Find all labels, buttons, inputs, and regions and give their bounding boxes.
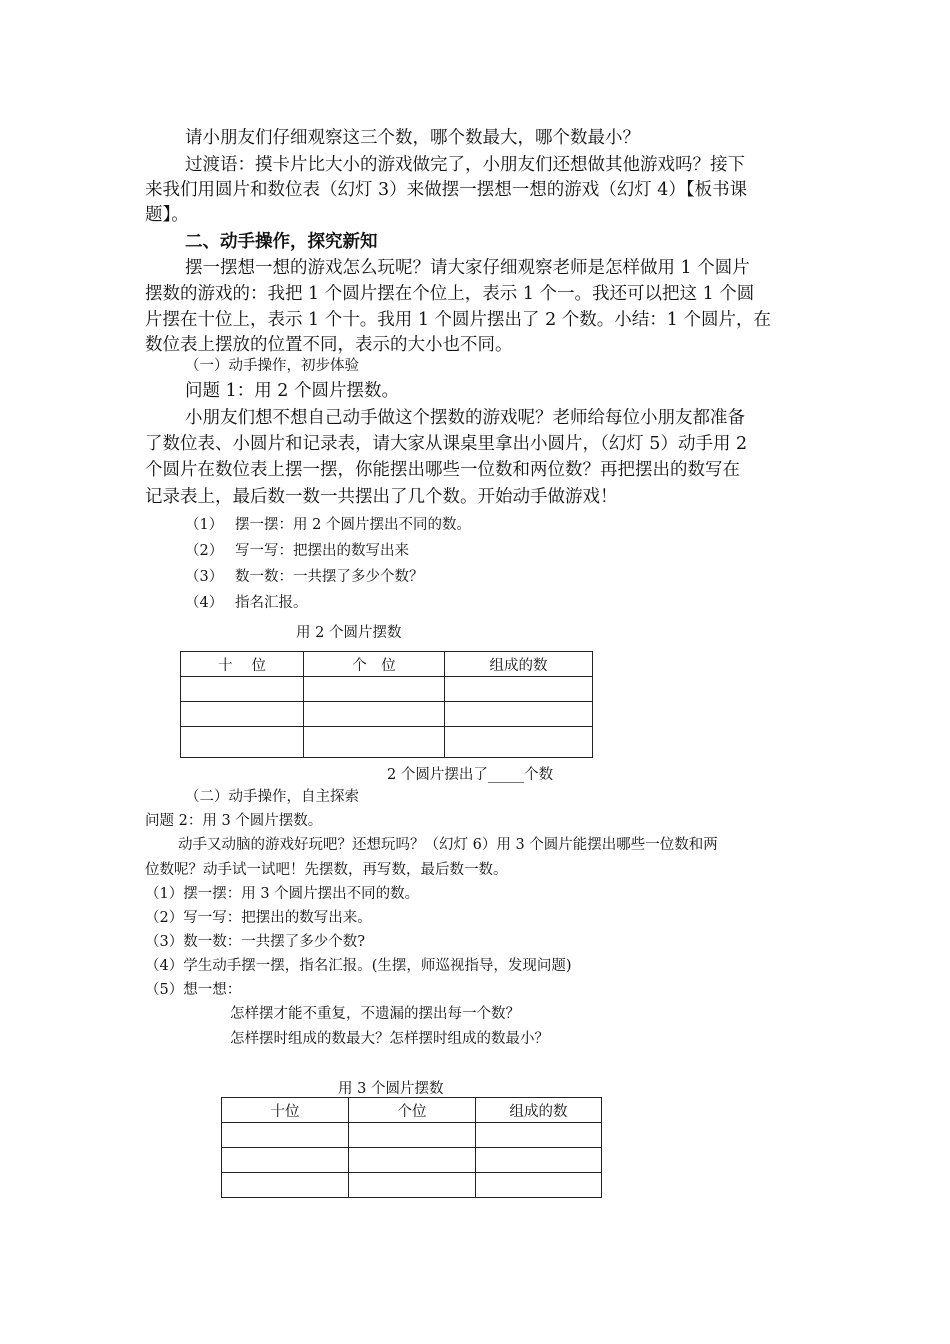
table-cell[interactable]: [349, 1123, 476, 1148]
table-header-cell: 个位: [349, 1098, 476, 1123]
step-number: （1）: [185, 517, 224, 533]
table-cell[interactable]: [181, 677, 304, 702]
step-line: （4）学生动手摆一摆，指名汇报。(生摆，师巡视指导，发现问题): [145, 958, 572, 974]
paragraph-line: 过渡语：摸卡片比大小的游戏做完了，小朋友们还想做其他游戏吗？接下: [185, 155, 745, 175]
table-cell[interactable]: [304, 702, 445, 727]
subsection-heading: （二）动手操作，自主探索: [185, 789, 359, 805]
paragraph-line: 位数呢？动手试一试吧！先摆数，再写数，最后数一数。: [145, 862, 508, 878]
table-cell[interactable]: [304, 727, 445, 758]
subsection-heading: （一）动手操作，初步体验: [185, 358, 359, 374]
paragraph-line: 摆数的游戏的：我把 1 个圆片摆在个位上，表示 1 个一。我还可以把这 1 个圆: [145, 284, 755, 304]
paragraph-line: 了数位表、小圆片和记录表，请大家从课桌里拿出小圆片，（幻灯 5）动手用 2: [145, 434, 748, 454]
paragraph-line: 摆一摆想一想的游戏怎么玩呢？请大家仔细观察老师是怎样做用 1 个圆片: [185, 258, 750, 278]
table-cell[interactable]: [349, 1173, 476, 1198]
table-row: [181, 677, 593, 702]
table-cell[interactable]: [349, 1148, 476, 1173]
table-cell[interactable]: [445, 702, 593, 727]
record-table-two-discs: [180, 651, 593, 758]
table-cell[interactable]: [476, 1148, 602, 1173]
paragraph-line: 小朋友们想不想自己动手做这个摆数的游戏呢？老师给每位小朋友都准备: [185, 408, 745, 428]
paragraph-line: 请小朋友们仔细观察这三个数，哪个数最大，哪个数最小？: [185, 128, 640, 148]
step-line: （3）数一数：一共摆了多少个数?: [145, 934, 365, 950]
paragraph-line: 数位表上摆放的位置不同，表示的大小也不同。: [145, 335, 513, 355]
table-header-cell: 个 位: [304, 652, 445, 677]
table-cell[interactable]: [445, 677, 593, 702]
step-number: （3）: [185, 569, 224, 585]
table-cell[interactable]: [222, 1148, 349, 1173]
think-line: 怎样摆时组成的数最大？怎样摆时组成的数最小？: [230, 1031, 549, 1047]
table-header-row: [181, 652, 593, 677]
table-row: [222, 1148, 602, 1173]
table-cell[interactable]: [222, 1123, 349, 1148]
step-text: 写一写：把摆出的数写出来: [235, 543, 409, 559]
table-header-cell: 十 位: [181, 652, 304, 677]
step-line: （5）想一想：: [145, 982, 242, 998]
step-text: 数一数：一共摆了多少个数？: [235, 569, 424, 585]
step-line: （1）摆一摆：用 3 个圆片摆出不同的数。: [145, 886, 420, 902]
section-heading: 二、动手操作，探究新知: [185, 232, 378, 252]
paragraph-line: 个圆片在数位表上摆一摆，你能摆出哪些一位数和两位数？再把摆出的数写在: [145, 460, 740, 480]
table-row: [222, 1173, 602, 1198]
paragraph-line: 题】。: [145, 205, 189, 225]
record-table-three-discs: [221, 1097, 602, 1198]
paragraph-line: 片摆在十位上，表示 1 个十。我用 1 个圆片摆出了 2 个数。小结：1 个圆片，在: [145, 310, 771, 330]
question-line: 问题 2：用 3 个圆片摆数。: [145, 813, 323, 829]
paragraph-line: 来我们用圆片和数位表（幻灯 3）来做摆一摆想一想的游戏（幻灯 4）【板书课: [145, 180, 748, 200]
think-line: 怎样摆才能不重复，不遗漏的摆出每一个数？: [230, 1006, 520, 1022]
question-line: 问题 1：用 2 个圆片摆数。: [185, 381, 399, 401]
table-cell[interactable]: [181, 702, 304, 727]
step-line: （2）写一写：把摆出的数写出来。: [145, 910, 372, 926]
table-caption: 用 2 个圆片摆数: [296, 625, 402, 641]
table-header-cell: 十位: [222, 1098, 349, 1123]
step-text: 摆一摆：用 2 个圆片摆出不同的数。: [235, 517, 471, 533]
table-header-row: [222, 1098, 602, 1123]
step-number: （2）: [185, 543, 224, 559]
table-cell[interactable]: [476, 1123, 602, 1148]
table-cell[interactable]: [304, 677, 445, 702]
step-number: （4）: [185, 595, 224, 611]
table-cell[interactable]: [222, 1173, 349, 1198]
table-cell[interactable]: [445, 727, 593, 758]
table-cell[interactable]: [181, 727, 304, 758]
table-header-cell: 组成的数: [476, 1098, 602, 1123]
table-caption: 用 3 个圆片摆数: [338, 1081, 444, 1097]
table-footer: 2 个圆片摆出了_____个数: [387, 767, 554, 783]
paragraph-line: 动手又动脑的游戏好玩吧？还想玩吗？（幻灯 6）用 3 个圆片能摆出哪些一位数和两: [178, 837, 718, 853]
table-row: [181, 727, 593, 758]
table-row: [222, 1123, 602, 1148]
table-cell[interactable]: [476, 1173, 602, 1198]
table-row: [181, 702, 593, 727]
paragraph-line: 记录表上，最后数一数一共摆出了几个数。开始动手做游戏！: [145, 487, 618, 507]
table-header-cell: 组成的数: [445, 652, 593, 677]
step-text: 指名汇报。: [235, 595, 308, 611]
